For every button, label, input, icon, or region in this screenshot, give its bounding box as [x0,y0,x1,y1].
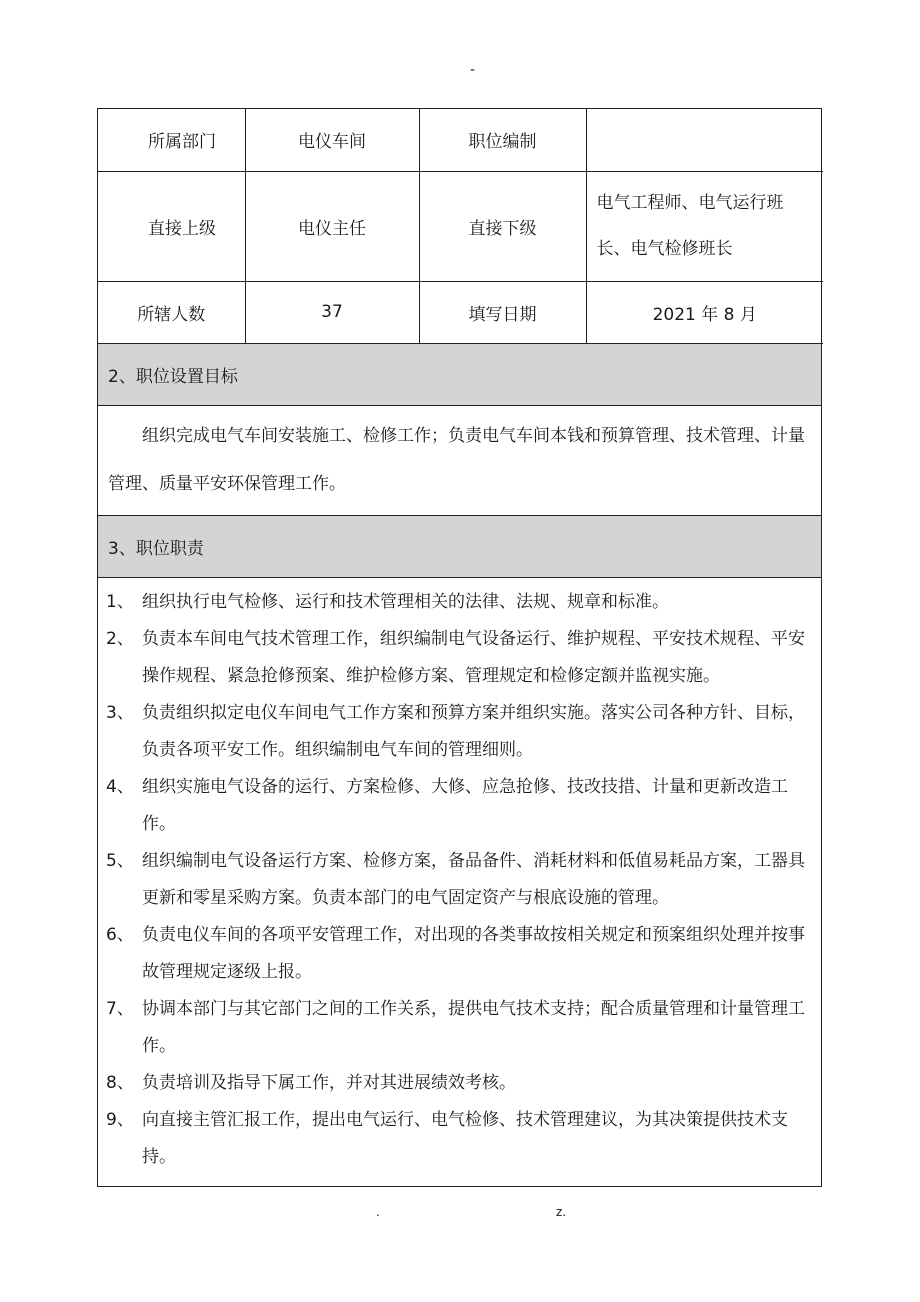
duty-item [106,621,815,695]
duty-number: 8、 [106,1072,134,1093]
duty-text: 组织执行电气检修、运行和技术管理相关的法律、法规、规章和标准。 [142,591,669,612]
staff-label: 所辖人数 [98,281,245,343]
duty-text: 组织实施电气设备的运行、方案检修、大修、应急抢修、技改技措、计量和更新改造工作。 [142,776,788,834]
duties-section-title: 3、职位职责 [98,516,821,578]
duty-item [106,1102,815,1176]
duty-number: 9、 [106,1109,134,1130]
job-description-document [97,108,822,1187]
headcount-label: 职位编制 [419,109,586,171]
duty-number: 4、 [106,776,134,797]
duty-item [106,991,815,1065]
subordinate-value: 电气工程师、电气运行班长、电气检修班长 [586,171,823,281]
headcount-value [586,109,823,171]
duty-item [106,695,815,769]
duty-text: 负责组织拟定电仪车间电气工作方案和预算方案并组织实施。落实公司各种方针、目标，负责各项平安工作。组织编制电气车间的管理细则。 [142,702,805,760]
duty-number: 1、 [106,591,134,612]
duty-text: 负责本车间电气技术管理工作，组织编制电气设备运行、维护规程、平安技术规程、平安操作规程、紧急抢修预案、维护检修方案、管理规定和检修定额并监视实施。 [142,628,805,686]
staff-value: 37 [245,281,419,343]
superior-label: 直接上级 [98,171,245,281]
footer-right-mark: z. [556,1205,567,1219]
duty-number: 5、 [106,850,134,871]
duty-number: 3、 [106,702,134,723]
info-row-dept [98,109,823,171]
dept-label: 所属部门 [98,109,245,171]
goal-text [98,406,821,516]
subordinate-label: 直接下级 [419,171,586,281]
duty-text: 协调本部门与其它部门之间的工作关系，提供电气技术支持；配合质量管理和计量管理工作。 [142,998,805,1056]
date-value: 2021 年 8 月 [586,281,823,343]
superior-value: 电仪主任 [245,171,419,281]
basic-info-table [98,109,823,344]
duties-list [98,578,821,1186]
header-mark: - [470,62,476,78]
duty-text: 组织编制电气设备运行方案、检修方案，备品备件、消耗材料和低值易耗品方案，工器具更新和零星采购方案。负责本部门的电气固定资产与根底设施的管理。 [142,850,805,908]
info-row-staff [98,281,823,343]
dept-value: 电仪车间 [245,109,419,171]
duty-item [106,917,815,991]
duty-text: 向直接主管汇报工作，提出电气运行、电气检修、技术管理建议，为其决策提供技术支持。 [142,1109,788,1167]
duty-number: 2、 [106,628,134,649]
duty-number: 7、 [106,998,134,1019]
goal-paragraph: 组织完成电气车间安装施工、检修工作；负责电气车间本钱和预算管理、技术管理、计量管理、质量平安环保管理工作。 [108,425,805,494]
duty-number: 6、 [106,924,134,945]
duty-item [106,843,815,917]
duty-item [106,584,815,621]
duty-item [106,1065,815,1102]
date-label: 填写日期 [419,281,586,343]
duty-text: 负责电仪车间的各项平安管理工作，对出现的各类事故按相关规定和预案组织处理并按事故管理规定逐级上报。 [142,924,805,982]
goal-section-title: 2、职位设置目标 [98,344,821,406]
duty-item [106,769,815,843]
footer-left-mark: . [376,1205,380,1219]
duty-text: 负责培训及指导下属工作，并对其进展绩效考核。 [142,1072,516,1093]
info-row-superior [98,171,823,281]
